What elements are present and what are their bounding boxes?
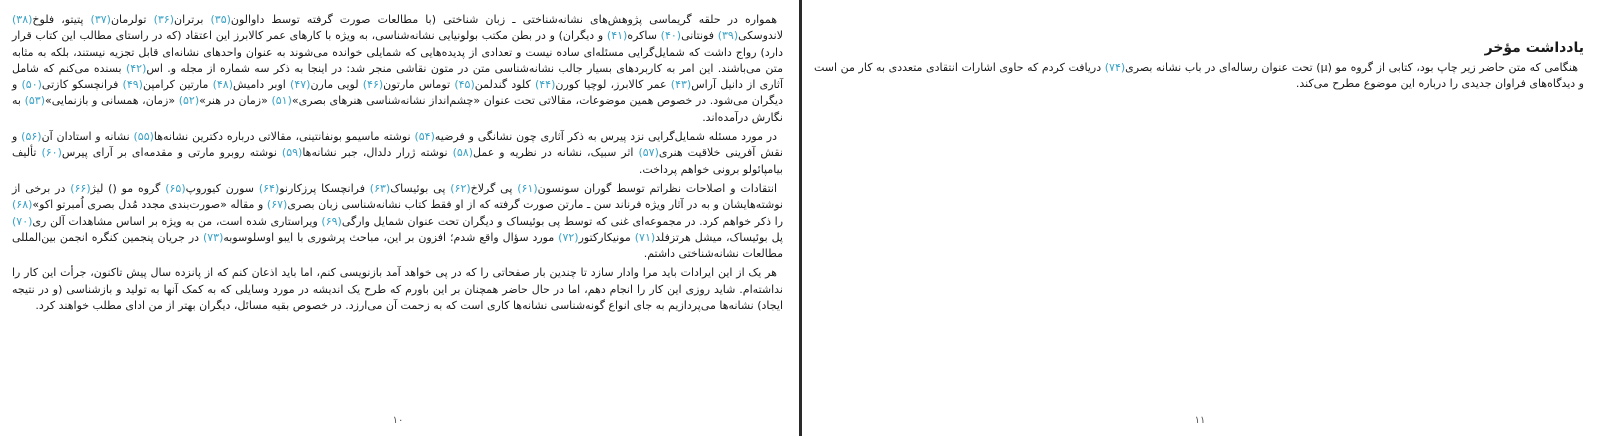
text-run: و دیگران) و در بطن مکتب بولونیایی نشانه‌شناسی، به ویژه با کارهای عمر کالابرز این اعتقاد (که در راستای مطالب این کتاب قرار دارد) رواج داشت که شمایل‌گرایی مسئله‌ای ساده نیست و تعدادی از پدیده‌هایی که شمایلی خوانده می‌شوند به عنوان واحدهای نشانه‌ای قابل تجزیه نیستند، بلکه به مثابه متن می‌باشند. این امر به کاربردهای بسیار جالب نشانه‌شناسی متن در متون نقاشی منجر شد: در اینجا به ذکر سه شماره از مجله و. اس [12, 29, 783, 75]
text-run: در مورد مسئله شمایل‌گرایی نزد پیرس به ذکر آثاری چون نشانگی و فرضیه [434, 130, 777, 144]
footnote-ref: (۵۸) [452, 146, 474, 160]
text-run: توماس مارتون [383, 78, 455, 92]
text-run: مونیکارکتور [578, 230, 635, 244]
footnote-ref: (۷۲) [558, 230, 579, 244]
text-run: همواره در حلقه گریماسی پژوهش‌های نشانه‌شناختی ـ زبان شناختی (با مطالعات صورت گرفته توسط داوالون [230, 13, 777, 26]
text-run: مورد سؤال واقع شدم؛ افزون بر این، مباحث پرشوری با ایبو اوسلوسوبه [223, 230, 559, 244]
text-run: و دیگران می‌شود. در خصوص همین موضوعات، مقالاتی تحت عنوان «چشم‌انداز نشانه‌شناسی هنرهای بصری» [12, 78, 783, 108]
footnote-ref: (۴۸) [212, 78, 233, 92]
footnote-ref: (۶۱) [517, 181, 538, 195]
text-run: پی گرلاخ [470, 181, 518, 195]
text-run: لاندوسکی [738, 29, 783, 43]
text-run: انتقادات و اصلاحات نظراتم توسط گوران سونسون [537, 181, 778, 195]
footnote-ref: (۴۷) [290, 78, 311, 92]
footnote-ref: (۵۰) [21, 78, 42, 92]
footnote-ref: (۴۰) [660, 29, 682, 43]
footnote-ref: (۳۸) [12, 13, 33, 26]
footnote-ref: (۶۲) [450, 181, 471, 195]
text-run: هر یک از این ایرادات باید مرا وادار سازد تا چندین بار صفحاتی را که در پی خواهد آمد بازنویسی کنم، اما باید اذعان کنم که از پانزده سال پیش تاکنون، جرأت این کار را نداشته‌ام. شاید روزی این کار را انجام دهم، اما در حال حاضر همچنان بر این باورم که طرح یک اندیشه در مورد وسایلی که به کمک آنها به تولید و بازشناسی (و در نتیجه ایجاد) نشانه‌ها می‌پردازیم به جای انواع گونه‌شناسی نشانه‌ها کاری است که به زحمت آن می‌ارزد. در خصوص بقیه مسائل، دیگران بهتر از من ادای مطلب خواهند کرد. [12, 266, 783, 313]
text-run: سورن کیوروپ [185, 181, 259, 195]
footnote-ref: (۵۳) [24, 94, 45, 108]
footnote-ref: (۵۷) [638, 146, 659, 160]
footnote-ref: (۴۱) [606, 29, 628, 43]
text-run: برتران [173, 13, 211, 26]
text-run: فرانچسکو کازتی [41, 78, 123, 92]
section-title: یادداشت مؤخر [1484, 40, 1584, 56]
footnote-ref: (۵۴) [414, 130, 435, 144]
footnote-ref: (۴۶) [362, 78, 384, 92]
footnote-ref: (۶۵) [165, 181, 186, 195]
paragraph [814, 60, 1584, 93]
text-run: اوبر دامیش [233, 78, 291, 92]
text-run: نوشته ماسیمو بونفانتینی، مقالاتی درباره دکترین نشانه‌ها [153, 130, 415, 144]
footnote-ref: (۵۵) [133, 130, 154, 144]
text-run: پل بوئیساک، میشل هرتزفلد [655, 230, 783, 244]
footnote-ref: (۴۲) [125, 61, 147, 75]
text-run: فرانچسکا پرزکارنو [279, 181, 370, 195]
text-run: اثر سبیک، نشانه در نظریه و عمل [473, 146, 639, 160]
text-run: در برخی از نوشته‌هایشان و به در آثار ویژه فرناند سن ـ مارتن صورت گرفته که از او فقط کتاب نشانه‌شناسی زبان بصری [12, 181, 783, 212]
text-run: کلود گندلمن [474, 78, 535, 92]
text-run: به نگارش درآمده‌اند. [12, 94, 783, 124]
footnote-ref: (۳۵) [210, 13, 231, 26]
right-page-number: ۱۱ [1194, 415, 1206, 426]
footnote-ref: (۴۴) [534, 78, 556, 92]
text-run: ویراستاری شده است، من به ویژه بر اساس مشاهدات آلن ری [32, 214, 322, 228]
left-page [0, 0, 799, 436]
footnote-ref: (۴۵) [454, 78, 475, 92]
text-run: دریافت کردم که حاوی اشارات انتقادی متعددی به کار من است و دیدگاه‌های فراوان جدیدی را درباره این موضوع مطرح می‌کند. [814, 61, 1584, 91]
text-run: نوشته روبرو مارتی و مقدمه‌ای بر آرای پیرس [61, 146, 282, 160]
text-run: نوشته ژرار دلدال، جبر نشانه‌ها [302, 146, 453, 160]
right-page-body [814, 60, 1584, 93]
paragraph [12, 12, 783, 126]
footnote-ref: (۷۴) [1104, 61, 1126, 74]
text-run: نشانه و استادان آن [41, 130, 134, 144]
footnote-ref: (۶۰) [41, 146, 62, 160]
text-run: پتیتو، فلوخ [32, 13, 91, 26]
footnote-ref: (۵۶) [21, 130, 42, 144]
footnote-ref: (۷۰) [12, 214, 33, 228]
paragraph [12, 265, 783, 314]
text-run: مارتین کرامپن [142, 78, 213, 92]
footnote-ref: (۴۹) [122, 78, 143, 92]
footnote-ref: (۳۷) [90, 13, 111, 26]
text-run: در جریان پنجمین کنگره انجمن بین‌المللی مطالعات نشانه‌شناختی داشتم. [12, 230, 783, 261]
footnote-ref: (۴۳) [670, 78, 692, 92]
text-run: و نقش آفرینی خلاقیت هنری [12, 130, 783, 160]
footnote-ref: (۷۱) [634, 230, 656, 244]
left-page-number: ۱۰ [392, 415, 404, 426]
left-page-body [12, 12, 783, 314]
text-run: تولرمان [110, 13, 154, 26]
text-run: «زمان، همسانی و بازنمایی» [45, 94, 179, 108]
paragraph [12, 129, 783, 178]
footnote-ref: (۵۱) [271, 94, 292, 108]
text-run: «زمان در هنر» [199, 94, 272, 108]
footnote-ref: (۵۹) [281, 146, 303, 160]
text-run: عمر کالابرز، لوچیا کورن [555, 78, 671, 92]
text-run: تألیف بیامپائولو برونی خواهم پرداخت. [12, 146, 783, 176]
footnote-ref: (۶۹) [321, 214, 342, 228]
text-run: فونتانی [681, 29, 718, 43]
text-run: گروه مو () لیژ [90, 181, 166, 195]
footnote-ref: (۶۶) [70, 181, 91, 195]
text-run: و مقاله «صورت‌بندی مجدد مُدل بصری اُمبرتو اکو» [32, 198, 267, 212]
footnote-ref: (۵۲) [178, 94, 200, 108]
text-run: پی بوئیساک [390, 181, 451, 195]
footnote-ref: (۷۳) [202, 230, 224, 244]
footnote-ref: (۳۹) [717, 29, 739, 43]
text-run: را ذکر خواهم کرد. در مجموعه‌ای غنی که توسط پی بوئیساک و دیگران تحت عنوان شمایل وارگی [341, 214, 784, 228]
text-run: ساکره [627, 29, 661, 43]
right-page [802, 0, 1600, 436]
footnote-ref: (۶۳) [369, 181, 391, 195]
footnote-ref: (۶۸) [12, 198, 33, 212]
footnote-ref: (۶۴) [258, 181, 280, 195]
text-run: بسنده می‌کنم که شامل آثاری از دانیل آراس [12, 61, 783, 92]
footnote-ref: (۶۷) [266, 198, 288, 212]
text-run: هنگامی که متن حاضر زیر چاپ بود، کتابی از گروه مو (µ) تحت عنوان رساله‌ای در باب نشانه بصری [1125, 61, 1579, 74]
paragraph [12, 181, 783, 262]
footnote-ref: (۳۶) [153, 13, 174, 26]
text-run: لویی مارن [310, 78, 363, 92]
